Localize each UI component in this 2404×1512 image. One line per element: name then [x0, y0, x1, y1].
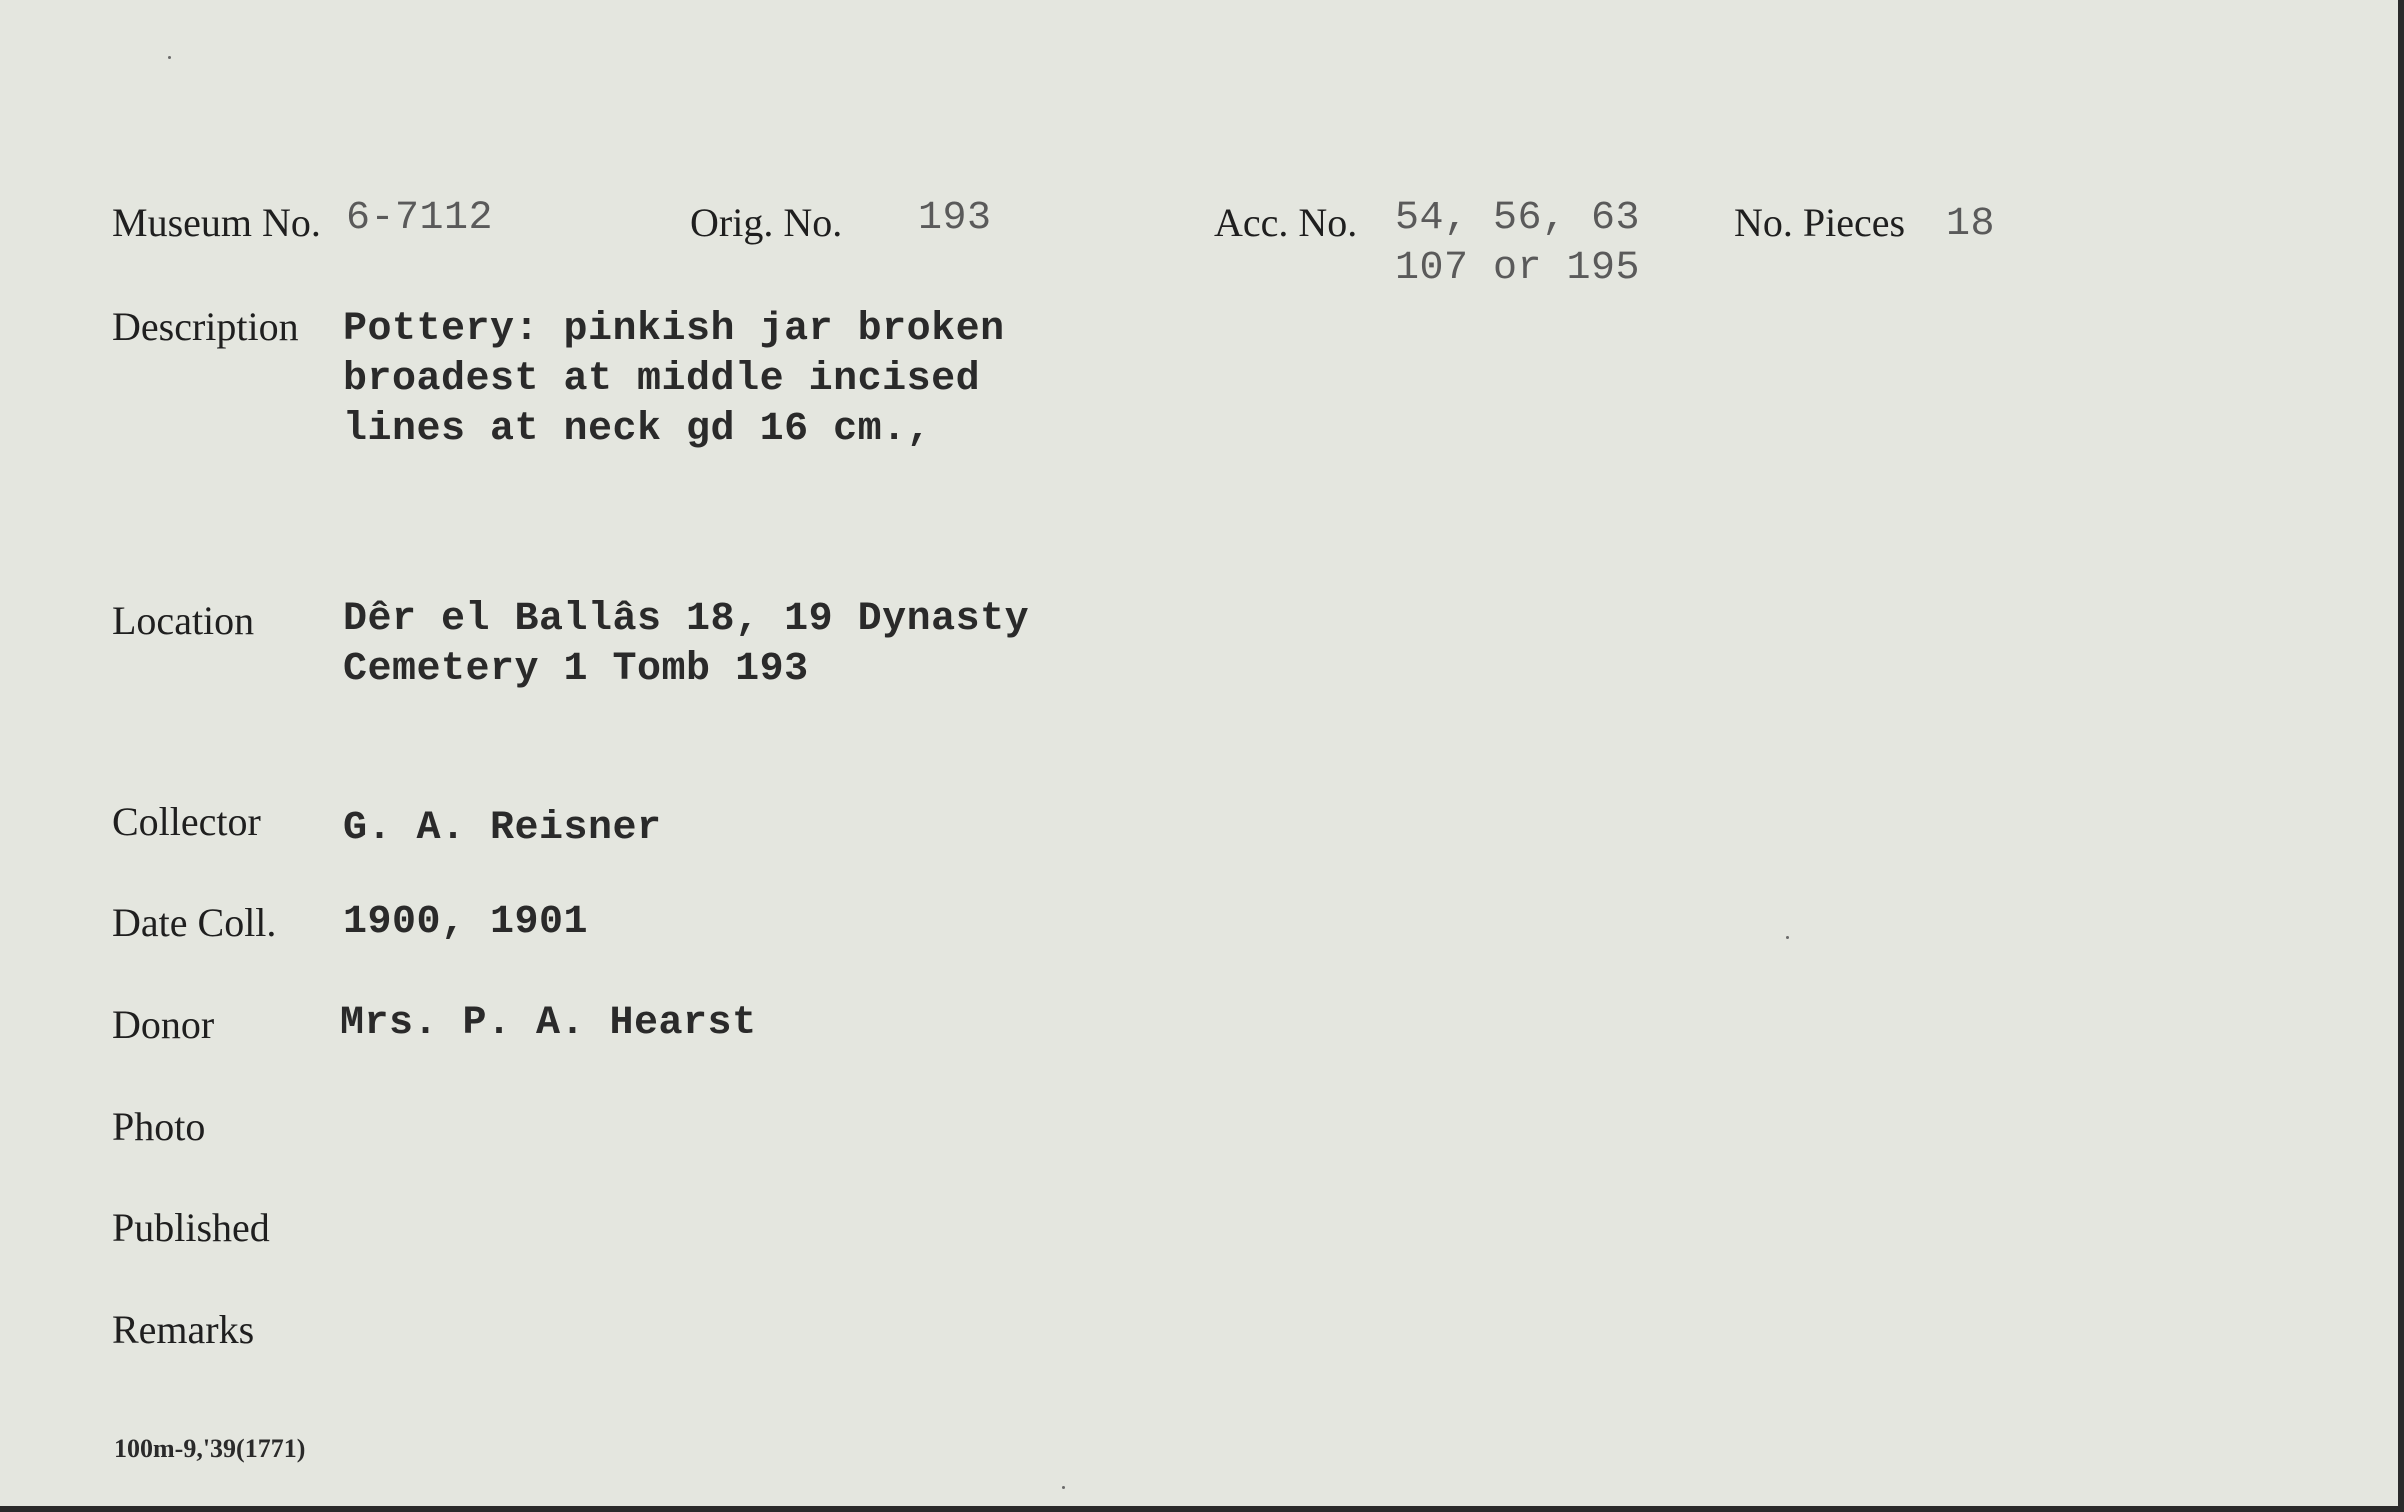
- paper-speck: [168, 56, 171, 59]
- location-line-1: Dêr el Ballâs 18, 19 Dynasty: [343, 597, 1030, 642]
- published-label: Published: [112, 1205, 270, 1250]
- description-label: Description: [112, 304, 299, 349]
- orig-no-label: Orig. No.: [690, 200, 843, 245]
- remarks-label: Remarks: [112, 1307, 255, 1352]
- description-line-3: lines at neck gd 16 cm.,: [343, 407, 932, 452]
- location-value: [343, 595, 1029, 695]
- description-line-1: Pottery: pinkish jar broken: [343, 307, 1005, 352]
- acc-no-line-1: 54, 56, 63: [1395, 196, 1641, 241]
- location-line-2: Cemetery 1 Tomb 193: [343, 647, 809, 692]
- collector-label: Collector: [112, 799, 261, 844]
- orig-no-value: 193: [918, 196, 992, 241]
- museum-no-value: 6-7112: [346, 196, 494, 241]
- paper-speck: [1062, 1486, 1065, 1489]
- acc-no-label: Acc. No.: [1214, 200, 1358, 245]
- acc-no-value: [1395, 194, 1640, 294]
- donor-label: Donor: [112, 1002, 215, 1047]
- no-pieces-label: No. Pieces: [1734, 200, 1906, 245]
- museum-no-label: Museum No.: [112, 200, 321, 245]
- description-line-2: broadest at middle incised: [343, 357, 981, 402]
- collector-value: G. A. Reisner: [343, 806, 662, 851]
- date-coll-label: Date Coll.: [112, 900, 277, 945]
- print-code: 100m-9,'39(1771): [114, 1434, 306, 1463]
- no-pieces-value: 18: [1946, 202, 1996, 247]
- date-coll-value: 1900, 1901: [343, 900, 589, 945]
- paper-speck: [1786, 936, 1789, 939]
- donor-value: Mrs. P. A. Hearst: [340, 1001, 757, 1046]
- acc-no-line-2: 107 or 195: [1395, 246, 1641, 291]
- description-value: [343, 305, 1005, 455]
- location-label: Location: [112, 598, 255, 643]
- photo-label: Photo: [112, 1104, 206, 1149]
